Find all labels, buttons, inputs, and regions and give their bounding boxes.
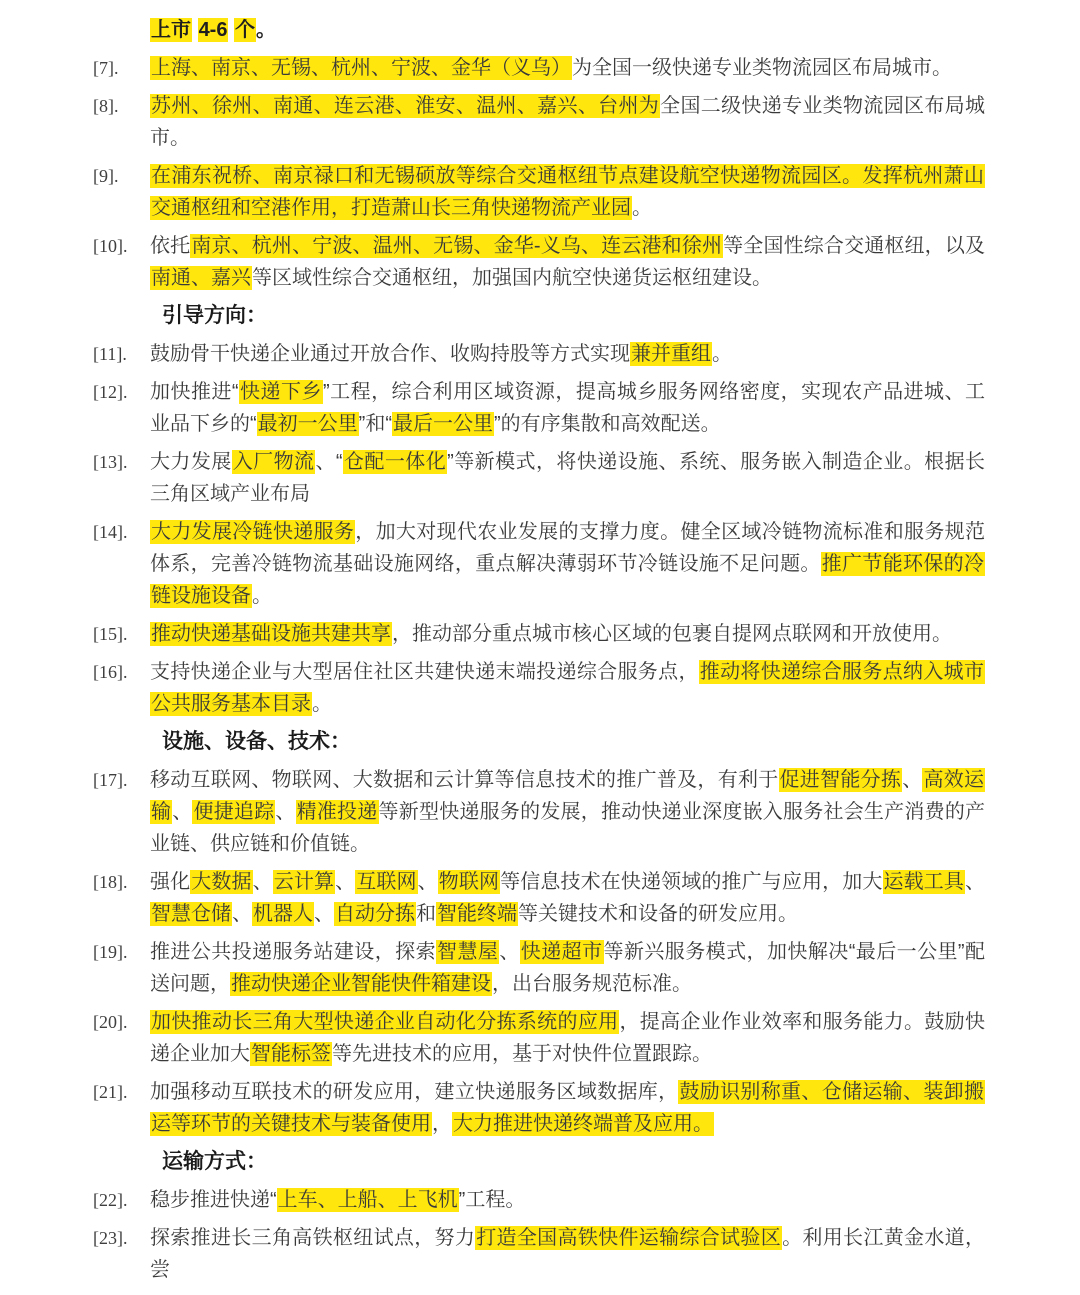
list-item <box>93 656 985 720</box>
text-segment: 支持快递企业与大型居住社区共建快递末端投递综合服务点， <box>150 661 699 683</box>
list-item <box>93 52 985 84</box>
highlighted-text: 云计算 <box>273 871 335 893</box>
text-segment: 等关键技术和设备的研发应用。 <box>518 903 798 925</box>
item-text <box>150 618 985 650</box>
highlighted-text: 仓配一体化 <box>343 451 447 473</box>
highlighted-text: 打造全国高铁快件运输综合试验区 <box>476 1227 782 1249</box>
highlighted-text: 4-6 <box>198 19 228 41</box>
item-marker: [16]. <box>93 662 128 682</box>
text-segment: 探索推进长三角高铁枢纽试点，努力 <box>150 1227 476 1249</box>
text-segment: ， <box>432 1113 452 1135</box>
item-text <box>150 516 985 612</box>
item-text <box>150 1222 985 1286</box>
highlighted-text: 上车、上船、上飞机 <box>277 1189 458 1211</box>
text-segment: 稳步推进快递“ <box>150 1189 277 1211</box>
highlighted-text: 智慧仓储 <box>151 903 231 925</box>
item-marker: [20]. <box>93 1012 128 1032</box>
document-body <box>93 14 985 1286</box>
text-segment: 、 <box>314 903 334 925</box>
text-segment: 、 <box>499 941 520 963</box>
item-text <box>150 764 985 860</box>
text-segment: 、 <box>965 871 985 893</box>
list-item <box>93 764 985 860</box>
list-item <box>93 338 985 370</box>
text-segment: 和 <box>416 903 436 925</box>
item-marker: [23]. <box>93 1228 128 1248</box>
highlighted-text: 南京、杭州、宁波、温州、无锡、金华-义乌、连云港和徐州 <box>191 235 723 257</box>
list-item <box>93 1076 985 1140</box>
text-segment: ”的有序集散和高效配送。 <box>494 413 721 435</box>
item-marker: [10]. <box>93 236 128 256</box>
item-marker: [19]. <box>93 942 128 962</box>
highlighted-text: 自动分拣 <box>335 903 415 925</box>
text-segment: 为全国一级快递专业类物流园区布局城市。 <box>572 57 952 79</box>
list-item <box>93 516 985 612</box>
text-segment: 等区域性综合交通枢纽，加强国内航空快递货运枢纽建设。 <box>252 267 772 289</box>
text-segment: 。 <box>712 343 732 365</box>
list-item <box>93 1006 985 1070</box>
highlighted-text: 上市 <box>151 19 191 41</box>
text-segment: 推进公共投递服务站建设，探索 <box>150 941 437 963</box>
item-text <box>150 656 985 720</box>
highlighted-text: 兼并重组 <box>631 343 711 365</box>
item-text <box>150 90 985 154</box>
text-segment: 强化 <box>150 871 191 893</box>
text-segment: 、 <box>172 801 193 823</box>
text-segment: 等新兴服务模式，加快解决“最后一公里”配送问题， <box>150 941 986 995</box>
item-text <box>150 1006 985 1070</box>
text-segment: 等信息技术在快递领域的推广与应用，加大 <box>500 871 883 893</box>
text-segment: 等全国性综合交通枢纽，以及 <box>723 235 985 257</box>
highlighted-text: 在浦东祝桥、南京禄口和无锡硕放等综合交通枢纽节点建设航空快递物流园区。发挥杭州萧山交通枢纽和空港作用，打造萧山长三角快递物流产业园 <box>151 165 984 219</box>
item-marker: [7]. <box>93 58 119 78</box>
highlighted-text: 加快推动长三角大型快递企业自动化分拣系统的应用 <box>151 1011 619 1033</box>
highlighted-text: 上海、南京、无锡、杭州、宁波、金华（义乌） <box>151 57 571 79</box>
highlighted-text: 推动快递基础设施共建共享 <box>151 623 391 645</box>
list-item <box>93 1184 985 1216</box>
list-item <box>93 936 985 1000</box>
text-segment: 。 <box>252 585 272 607</box>
highlighted-text: 高效运输 <box>151 769 985 823</box>
highlighted-text: 智能标签 <box>251 1043 331 1065</box>
lead-line <box>93 14 985 46</box>
text-segment: 、 <box>902 769 923 791</box>
text-segment: ”工程。 <box>458 1189 526 1211</box>
highlighted-text: 大数据 <box>191 871 252 893</box>
highlighted-text: 便捷追踪 <box>193 801 275 823</box>
text-segment: 、 <box>335 871 356 893</box>
text-segment: 移动互联网、物联网、大数据和云计算等信息技术的推广普及，有利于 <box>150 769 779 791</box>
item-text <box>150 52 985 84</box>
highlighted-text: 最后一公里 <box>393 413 493 435</box>
item-marker: [21]. <box>93 1082 128 1102</box>
item-text <box>150 338 985 370</box>
highlighted-text: 个 <box>235 19 256 41</box>
item-marker: [8]. <box>93 96 119 116</box>
text-segment: 加强移动互联技术的研发应用，建立快递服务区域数据库， <box>150 1081 679 1103</box>
highlighted-text: 智能终端 <box>437 903 517 925</box>
highlighted-text: 物联网 <box>438 871 500 893</box>
list-item <box>93 160 985 224</box>
highlighted-text: 促进智能分拣 <box>779 769 902 791</box>
highlighted-text: 推广节能环保的冷链设施设备 <box>151 553 985 607</box>
section-heading: 运输方式： <box>162 1150 267 1173</box>
highlighted-text: 智慧屋 <box>437 941 499 963</box>
highlighted-text: 精准投递 <box>296 801 378 823</box>
list-item <box>93 230 985 294</box>
item-text <box>150 936 985 1000</box>
list-item <box>93 376 985 440</box>
text-segment: ”和“ <box>358 413 392 435</box>
text-segment: ”工程，综合利用区域资源，提高城乡服务网络密度，实现农产品进城、工业品下乡的“ <box>150 381 985 435</box>
text-segment: 。 <box>632 197 652 219</box>
item-text <box>150 1184 985 1216</box>
item-marker: [14]. <box>93 522 128 542</box>
highlighted-text: 推动将快递综合服务点纳入城市公共服务基本目录 <box>151 661 985 715</box>
item-text <box>150 1076 985 1140</box>
highlighted-text: 快递超市 <box>520 941 603 963</box>
text-segment: 等先进技术的应用，基于对快件位置跟踪。 <box>332 1043 712 1065</box>
text-segment: 。利用长江黄金水道，尝 <box>150 1227 986 1281</box>
text-segment: 加快推进“ <box>150 381 239 403</box>
text-segment: 等新型快递服务的发展，推动快递业深度嵌入服务社会生产消费的产业链、供应链和价值链。 <box>150 801 986 855</box>
highlighted-text: 推动快递企业智能快件箱建设 <box>231 973 491 995</box>
item-marker: [13]. <box>93 452 128 472</box>
item-marker: [18]. <box>93 872 128 892</box>
item-text <box>150 376 985 440</box>
item-text <box>150 14 985 46</box>
highlighted-text: 鼓励识别称重、仓储运输、装卸搬运等环节的关键技术与装备使用 <box>151 1081 985 1135</box>
highlighted-text: 入厂物流 <box>232 451 315 473</box>
text-segment: 、 <box>417 871 438 893</box>
text-segment: 、“ <box>315 451 343 473</box>
highlighted-text: 大力推进快递终端普及应用。 <box>453 1113 713 1135</box>
highlighted-text: 快递下乡 <box>239 381 322 403</box>
section-heading: 引导方向： <box>162 304 267 327</box>
text-segment: ，加大对现代农业发展的支撑力度。健全区域冷链物流标准和服务规范体系，完善冷链物流基础设施网络，重点解决薄弱环节冷链设施不足问题。 <box>150 521 985 575</box>
highlighted-text: 机器人 <box>253 903 313 925</box>
item-text <box>150 160 985 224</box>
highlighted-text: 互联网 <box>356 871 417 893</box>
text-segment: 全国二级快递专业类物流园区布局城市。 <box>150 95 985 149</box>
item-text <box>150 446 985 510</box>
highlighted-text: 大力发展冷链快递服务 <box>151 521 355 543</box>
highlighted-text: 南通、嘉兴 <box>151 267 251 289</box>
list-item <box>93 1222 985 1286</box>
text-segment <box>192 19 198 41</box>
text-segment: 大力发展 <box>150 451 232 473</box>
text-segment: 、 <box>275 801 296 823</box>
item-marker: [12]. <box>93 382 128 402</box>
text-segment: 。 <box>256 19 277 41</box>
item-marker: [17]. <box>93 770 128 790</box>
item-marker: [9]. <box>93 166 119 186</box>
list-item <box>93 618 985 650</box>
text-segment: 、 <box>232 903 252 925</box>
section-heading: 设施、设备、技术： <box>162 730 351 753</box>
text-segment: 依托 <box>150 235 191 257</box>
list-item <box>93 446 985 510</box>
text-segment: ，提高企业作业效率和服务能力。鼓励快递企业加大 <box>150 1011 986 1065</box>
text-segment: ”等新模式，将快递设施、系统、服务嵌入制造企业。根据长三角区域产业布局 <box>150 451 986 505</box>
list-item <box>93 90 985 154</box>
text-segment: ，出台服务规范标准。 <box>492 973 692 995</box>
text-segment: ，推动部分重点城市核心区域的包裹自提网点联网和开放使用。 <box>392 623 952 645</box>
item-marker: [11]. <box>93 344 127 364</box>
list-item <box>93 866 985 930</box>
text-segment: 、 <box>252 871 273 893</box>
highlighted-text: 苏州、徐州、南通、连云港、淮安、温州、嘉兴、台州为 <box>151 95 660 117</box>
highlighted-text: 运载工具 <box>883 871 964 893</box>
highlighted-text: 最初一公里 <box>257 413 358 435</box>
item-marker: [15]. <box>93 624 128 644</box>
item-text <box>150 866 985 930</box>
item-text <box>150 230 985 294</box>
text-segment: 。 <box>312 693 332 715</box>
text-segment: 鼓励骨干快递企业通过开放合作、收购持股等方式实现 <box>150 343 630 365</box>
item-marker: [22]. <box>93 1190 128 1210</box>
